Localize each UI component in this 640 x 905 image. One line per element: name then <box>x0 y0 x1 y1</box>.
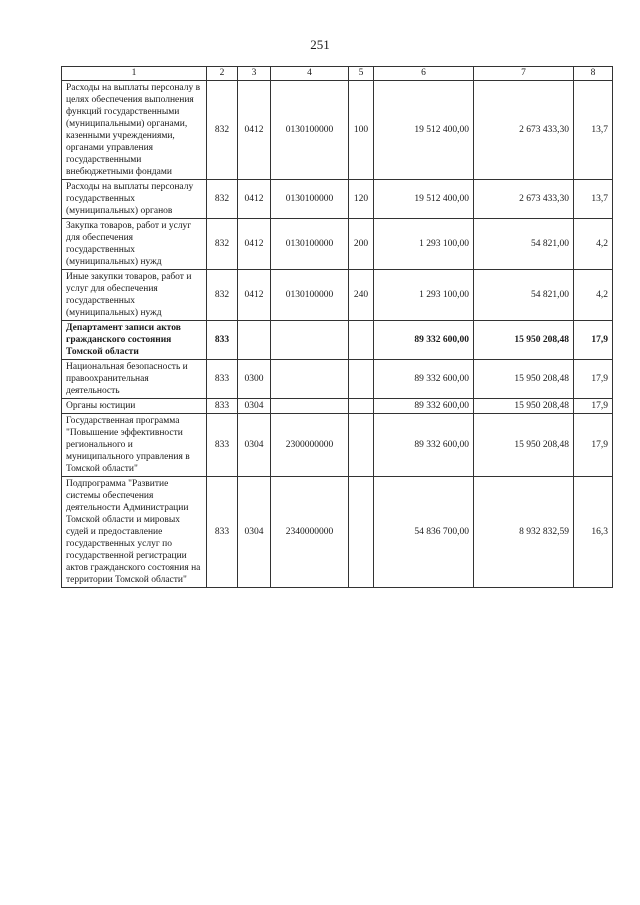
cell-plan-amount: 19 512 400,00 <box>374 81 474 180</box>
cell-ministry-code: 832 <box>207 219 238 270</box>
cell-target-code <box>271 360 349 399</box>
cell-ministry-code: 833 <box>207 399 238 414</box>
table-row <box>62 270 613 321</box>
cell-percent: 17,9 <box>574 321 613 360</box>
cell-ministry-code: 832 <box>207 81 238 180</box>
cell-actual-amount: 15 950 208,48 <box>474 399 574 414</box>
cell-expense-type <box>349 414 374 477</box>
cell-target-code: 2300000000 <box>271 414 349 477</box>
cell-percent: 4,2 <box>574 270 613 321</box>
row-name: Органы юстиции <box>62 399 207 414</box>
row-name: Расходы на выплаты персоналу государственных (муниципальных) органов <box>62 180 207 219</box>
column-header: 4 <box>271 67 349 81</box>
cell-ministry-code: 833 <box>207 477 238 588</box>
cell-section-code: 0304 <box>238 399 271 414</box>
cell-ministry-code: 832 <box>207 180 238 219</box>
cell-ministry-code: 833 <box>207 414 238 477</box>
cell-section-code: 0412 <box>238 81 271 180</box>
cell-plan-amount: 54 836 700,00 <box>374 477 474 588</box>
table-row <box>62 219 613 270</box>
cell-expense-type: 120 <box>349 180 374 219</box>
cell-plan-amount: 89 332 600,00 <box>374 360 474 399</box>
cell-percent: 13,7 <box>574 81 613 180</box>
page-number: 251 <box>310 37 330 52</box>
cell-expense-type: 100 <box>349 81 374 180</box>
cell-target-code <box>271 399 349 414</box>
cell-section-code: 0304 <box>238 477 271 588</box>
cell-expense-type: 200 <box>349 219 374 270</box>
column-header: 2 <box>207 67 238 81</box>
cell-target-code: 2340000000 <box>271 477 349 588</box>
cell-section-code: 0304 <box>238 414 271 477</box>
table-row <box>62 360 613 399</box>
cell-expense-type <box>349 477 374 588</box>
budget-table <box>61 66 613 588</box>
row-name: Закупка товаров, работ и услуг для обеспечения государственных (муниципальных) нужд <box>62 219 207 270</box>
cell-section-code: 0412 <box>238 270 271 321</box>
column-header: 5 <box>349 67 374 81</box>
column-header: 8 <box>574 67 613 81</box>
cell-actual-amount: 2 673 433,30 <box>474 81 574 180</box>
table-row <box>62 477 613 588</box>
cell-actual-amount: 15 950 208,48 <box>474 321 574 360</box>
column-header: 3 <box>238 67 271 81</box>
cell-section-code: 0412 <box>238 219 271 270</box>
cell-section-code: 0300 <box>238 360 271 399</box>
row-name: Расходы на выплаты персоналу в целях обеспечения выполнения функций государственными (муниципальными) органами, казенными учреждениями, органами управления государственными внебюджетными фондами <box>62 81 207 180</box>
cell-section-code: 0412 <box>238 180 271 219</box>
cell-actual-amount: 8 932 832,59 <box>474 477 574 588</box>
row-name: Государственная программа "Повышение эффективности регионального и муниципального управления в Томской области" <box>62 414 207 477</box>
cell-target-code: 0130100000 <box>271 180 349 219</box>
cell-plan-amount: 1 293 100,00 <box>374 270 474 321</box>
cell-expense-type <box>349 360 374 399</box>
row-name: Подпрограмма "Развитие системы обеспечения деятельности Администрации Томской области и мировых судей и предоставление государственных услуг по государственной регистрации актов гражданского состояния на территории Томской области" <box>62 477 207 588</box>
cell-expense-type: 240 <box>349 270 374 321</box>
row-name: Национальная безопасность и правоохранительная деятельность <box>62 360 207 399</box>
row-name: Департамент записи актов гражданского состояния Томской области <box>62 321 207 360</box>
table-row <box>62 414 613 477</box>
cell-percent: 13,7 <box>574 180 613 219</box>
cell-expense-type <box>349 321 374 360</box>
column-header: 1 <box>62 67 207 81</box>
cell-target-code: 0130100000 <box>271 81 349 180</box>
cell-actual-amount: 2 673 433,30 <box>474 180 574 219</box>
table-row-department <box>62 321 613 360</box>
cell-percent: 17,9 <box>574 399 613 414</box>
cell-target-code: 0130100000 <box>271 270 349 321</box>
cell-actual-amount: 15 950 208,48 <box>474 414 574 477</box>
cell-percent: 4,2 <box>574 219 613 270</box>
column-header: 6 <box>374 67 474 81</box>
column-header: 7 <box>474 67 574 81</box>
cell-actual-amount: 54 821,00 <box>474 219 574 270</box>
cell-expense-type <box>349 399 374 414</box>
table-row <box>62 81 613 180</box>
table-row <box>62 180 613 219</box>
cell-actual-amount: 54 821,00 <box>474 270 574 321</box>
table-row <box>62 399 613 414</box>
cell-ministry-code: 833 <box>207 321 238 360</box>
cell-percent: 17,9 <box>574 360 613 399</box>
cell-plan-amount: 89 332 600,00 <box>374 321 474 360</box>
cell-percent: 16,3 <box>574 477 613 588</box>
cell-ministry-code: 833 <box>207 360 238 399</box>
header-row <box>62 67 613 81</box>
cell-percent: 17,9 <box>574 414 613 477</box>
cell-section-code <box>238 321 271 360</box>
cell-target-code <box>271 321 349 360</box>
cell-ministry-code: 832 <box>207 270 238 321</box>
cell-actual-amount: 15 950 208,48 <box>474 360 574 399</box>
cell-plan-amount: 89 332 600,00 <box>374 414 474 477</box>
cell-plan-amount: 89 332 600,00 <box>374 399 474 414</box>
cell-target-code: 0130100000 <box>271 219 349 270</box>
cell-plan-amount: 19 512 400,00 <box>374 180 474 219</box>
cell-plan-amount: 1 293 100,00 <box>374 219 474 270</box>
row-name: Иные закупки товаров, работ и услуг для обеспечения государственных (муниципальных) нужд <box>62 270 207 321</box>
